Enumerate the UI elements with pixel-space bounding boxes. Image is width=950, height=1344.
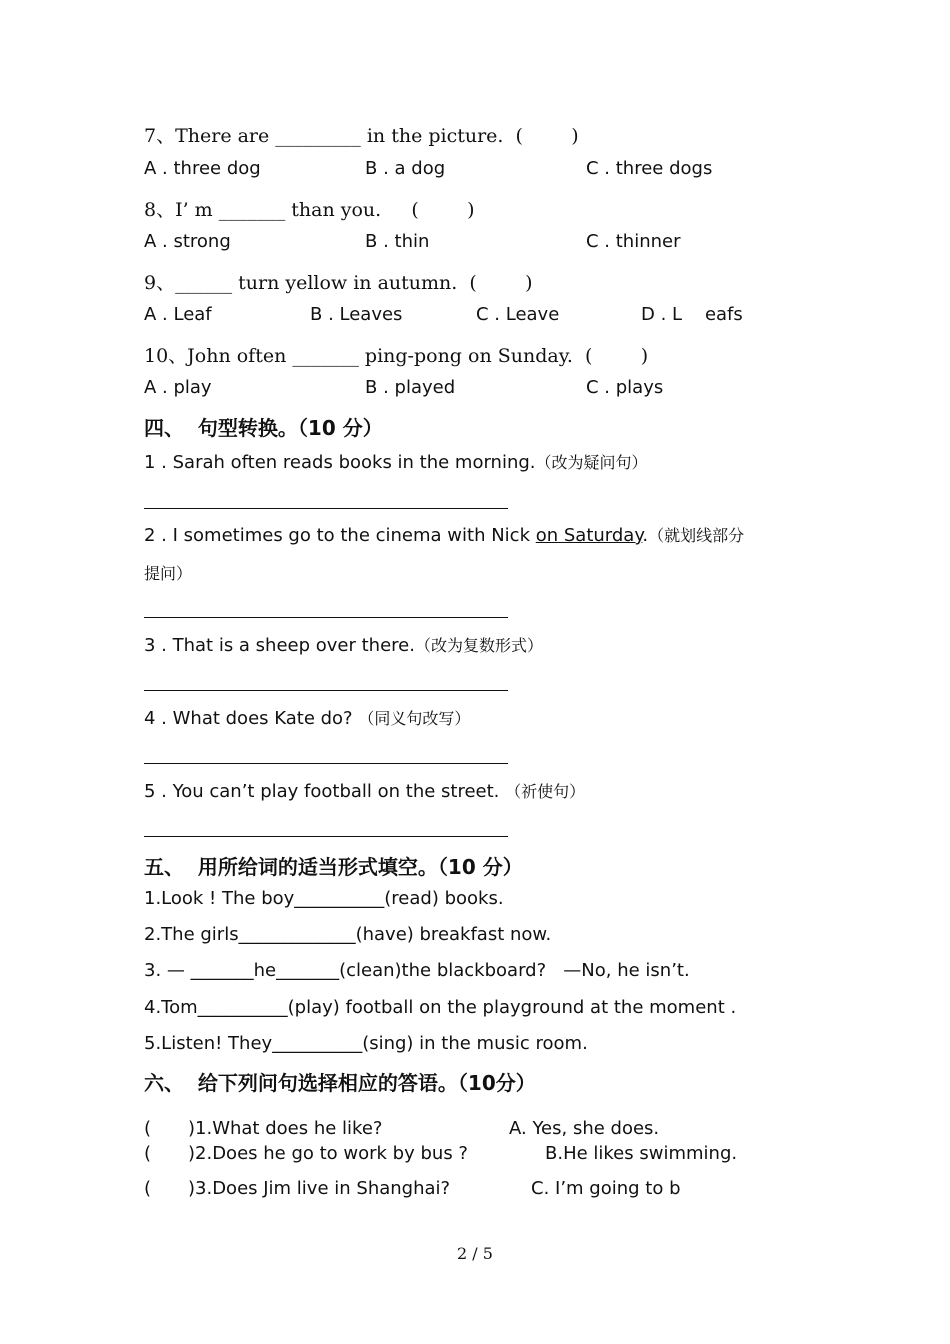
match-row-3-paren: ( — [144, 1178, 152, 1199]
transform-item-5-note: （祈使句） — [505, 782, 586, 801]
question-9-option-d: D . L eafs — [641, 304, 743, 325]
question-9-option-c: C . Leave — [476, 304, 560, 325]
match-row-2-question: )2.Does he go to work by bus ? — [188, 1143, 468, 1164]
answer-line-1[interactable] — [144, 508, 508, 509]
transform-item-2-underlined: on Saturday — [535, 525, 643, 546]
question-7-option-c: C . three dogs — [586, 158, 713, 179]
section-5-heading: 五、 用所给词的适当形式填空。（10 分） — [144, 855, 523, 879]
transform-item-2-note-cont: 提问） — [144, 564, 193, 583]
section-4-heading: 四、 句型转换。（10 分） — [144, 416, 383, 440]
match-row-1-paren: ( — [144, 1118, 152, 1139]
transform-item-1 — [144, 450, 648, 473]
transform-item-2-note: （就划线部分 — [648, 526, 745, 545]
transform-item-1-text: 1 . Sarah often reads books in the morning. — [144, 452, 536, 473]
question-8-option-b: B . thin — [365, 231, 430, 252]
match-row-3-question: )3.Does Jim live in Shanghai? — [188, 1178, 451, 1199]
section-6-heading: 六、 给下列问句选择相应的答语。（10分） — [144, 1071, 536, 1095]
question-10-stem: 10、John often _______ ping-pong on Sunday. ( ) — [144, 345, 649, 367]
page-number: 2 / 5 — [457, 1244, 493, 1263]
transform-item-4-text: 4 . What does Kate do? — [144, 708, 359, 729]
question-10-option-c: C . plays — [586, 377, 664, 398]
question-8-option-a: A . strong — [144, 231, 231, 252]
question-7-stem: 7、There are _________ in the picture. ( ) — [144, 125, 579, 147]
question-7-option-a: A . three dog — [144, 158, 261, 179]
fill-item-1: 1.Look ! The boy__________(read) books. — [144, 888, 504, 909]
answer-line-5[interactable] — [144, 836, 508, 837]
match-row-1-answer: A. Yes, she does. — [509, 1118, 660, 1139]
question-9-option-a: A . Leaf — [144, 304, 212, 325]
question-10-option-a: A . play — [144, 377, 212, 398]
question-7-option-b: B . a dog — [365, 158, 446, 179]
match-row-3-answer: C. I’m going to b — [531, 1178, 681, 1199]
fill-item-2: 2.The girls_____________(have) breakfast now. — [144, 924, 552, 945]
question-8-option-c: C . thinner — [586, 231, 681, 252]
transform-item-3-note: （改为复数形式） — [414, 636, 543, 655]
match-row-2-paren: ( — [144, 1143, 152, 1164]
question-10-option-b: B . played — [365, 377, 456, 398]
question-9-option-b: B . Leaves — [310, 304, 403, 325]
answer-line-2[interactable] — [144, 617, 508, 618]
transform-item-5 — [144, 779, 585, 802]
question-8-stem: 8、I’ m _______ than you. ( ) — [144, 199, 475, 221]
transform-item-5-text: 5 . You can’t play football on the street. — [144, 781, 506, 802]
transform-item-3 — [144, 633, 543, 656]
match-row-1-question: )1.What does he like? — [188, 1118, 383, 1139]
transform-item-3-text: 3 . That is a sheep over there. — [144, 635, 415, 656]
transform-item-2 — [144, 523, 744, 546]
answer-line-4[interactable] — [144, 763, 508, 764]
transform-item-2-text: 2 . I sometimes go to the cinema with Nick — [144, 525, 536, 546]
fill-item-5: 5.Listen! They__________(sing) in the music room. — [144, 1033, 588, 1054]
transform-item-4-note: （同义句改写） — [358, 709, 471, 728]
match-row-2-answer: B.He likes swimming. — [545, 1143, 738, 1164]
transform-item-2-period: . — [642, 525, 649, 546]
question-9-stem: 9、______ turn yellow in autumn. ( ) — [144, 272, 533, 294]
transform-item-1-note: （改为疑问句） — [535, 453, 648, 472]
answer-line-3[interactable] — [144, 690, 508, 691]
fill-item-3: 3. — _______he_______(clean)the blackboard? —No, he isn’t. — [144, 960, 690, 981]
fill-item-4: 4.Tom__________(play) football on the playground at the moment . — [144, 997, 737, 1018]
transform-item-4 — [144, 706, 470, 729]
